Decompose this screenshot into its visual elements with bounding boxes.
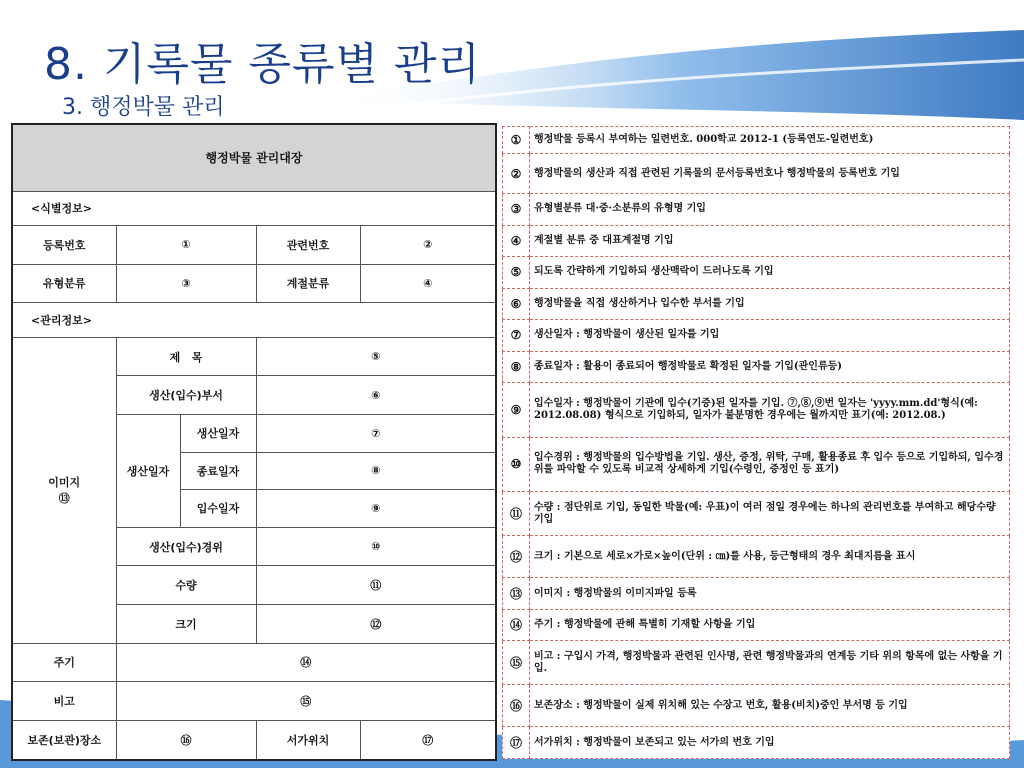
section-mgmt-info: <관리정보> (12, 303, 496, 338)
image-number: ⑬ (58, 492, 70, 506)
remark-label: 비고 (12, 682, 116, 721)
rel-no-label: 관련번호 (256, 226, 360, 265)
desc-row (503, 225, 1010, 256)
desc-num: ⑩ (503, 437, 530, 492)
desc-num: ② (503, 154, 530, 194)
desc-row (503, 578, 1010, 609)
desc-num: ① (503, 127, 530, 154)
image-cell (12, 337, 116, 643)
dept-label: 생산(입수)부서 (116, 376, 256, 415)
desc-num: ④ (503, 225, 530, 256)
desc-num: ⑰ (503, 727, 530, 759)
desc-text: 비고 : 구입시 가격, 행정박물과 관련된 인사명, 관련 행정박물과의 연계등 기타 위의 항목에 없는 사항을 기입. (530, 641, 1010, 685)
acq-date-label: 입수일자 (180, 490, 256, 528)
route-label: 생산(입수)경위 (116, 527, 256, 566)
desc-row (503, 257, 1010, 288)
prod-date-group-label: 생산일자 (116, 414, 180, 527)
qty-value: ⑪ (256, 566, 496, 605)
desc-row (503, 492, 1010, 536)
type-label: 유형분류 (12, 264, 116, 303)
desc-row (503, 609, 1010, 640)
desc-text: 서가위치 : 행정박물이 보존되고 있는 서가의 번호 기입 (530, 727, 1010, 759)
note-value: ⑭ (116, 643, 496, 682)
desc-num: ⑥ (503, 288, 530, 319)
storage-value: ⑯ (116, 720, 256, 760)
desc-row (503, 154, 1010, 194)
desc-text: 이미지 : 행정박물의 이미지파일 등록 (530, 578, 1010, 609)
desc-row (503, 727, 1010, 759)
qty-label: 수량 (116, 566, 256, 605)
desc-row (503, 437, 1010, 492)
reg-no-value: ① (116, 226, 256, 265)
desc-row (503, 320, 1010, 351)
desc-row (503, 351, 1010, 382)
desc-row (503, 194, 1010, 225)
desc-text: 생산일자 : 행정박물이 생산된 일자를 기입 (530, 320, 1010, 351)
desc-num: ⑤ (503, 257, 530, 288)
dept-value: ⑥ (256, 376, 496, 415)
desc-num: ⑪ (503, 492, 530, 536)
storage-label: 보존(보관)장소 (12, 720, 116, 760)
register-header: 행정박물 관리대장 (12, 124, 496, 191)
end-date-label: 종료일자 (180, 452, 256, 490)
acq-date-value: ⑨ (256, 490, 496, 528)
desc-num: ⑧ (503, 351, 530, 382)
desc-text: 종료일자 : 활용이 종료되어 행정박물로 확정된 일자를 기입(관인류등) (530, 351, 1010, 382)
desc-row (503, 383, 1010, 438)
type-value: ③ (116, 264, 256, 303)
desc-text: 행정박물 등록시 부여하는 일련번호. 000학교 2012-1 (등록연도-일련번호) (530, 127, 1010, 154)
size-label: 크기 (116, 604, 256, 643)
desc-text: 주기 : 행정박물에 관해 특별히 기재할 사항을 기입 (530, 609, 1010, 640)
desc-num: ⑦ (503, 320, 530, 351)
desc-num: ⑬ (503, 578, 530, 609)
desc-num: ⑮ (503, 641, 530, 685)
size-value: ⑫ (256, 604, 496, 643)
note-label: 주기 (12, 643, 116, 682)
route-value: ⑩ (256, 527, 496, 566)
page-title: 8. 기록물 종류별 관리 (44, 39, 481, 90)
subject-label: 제 목 (116, 337, 256, 376)
section-id-info: <식별정보> (12, 191, 496, 226)
desc-text: 유형별분류 대·중·소분류의 유형명 기입 (530, 194, 1010, 225)
desc-text: 행정박물의 생산과 직접 관련된 기록물의 문서등록번호나 행정박물의 등록번호 기입 (530, 154, 1010, 194)
desc-num: ⑫ (503, 536, 530, 578)
remark-value: ⑮ (116, 682, 496, 721)
end-date-value: ⑧ (256, 452, 496, 490)
desc-text: 입수경위 : 행정박물의 입수방법을 기입. 생산, 증정, 위탁, 구매, 활용종료 후 입수 등으로 기입하되, 입수경위를 파악할 수 있도록 비교적 상세하게 기입(수령인, 증정인 등 표기) (530, 437, 1010, 492)
shelf-value: ⑰ (360, 720, 496, 760)
desc-row (503, 536, 1010, 578)
prod-date-label: 생산일자 (180, 414, 256, 452)
desc-row (503, 127, 1010, 154)
desc-text: 행정박물을 직접 생산하거나 입수한 부서를 기입 (530, 288, 1010, 319)
page-subtitle: 3. 행정박물 관리 (62, 95, 225, 120)
desc-text: 계절별 분류 중 대표계절명 기입 (530, 225, 1010, 256)
rel-no-value: ② (360, 226, 496, 265)
desc-row (503, 288, 1010, 319)
desc-num: ⑯ (503, 685, 530, 727)
image-label: 이미지 (48, 476, 81, 490)
desc-num: ⑭ (503, 609, 530, 640)
desc-num: ⑨ (503, 383, 530, 438)
prod-date-value: ⑦ (256, 414, 496, 452)
shelf-label: 서가위치 (256, 720, 360, 760)
subject-value: ⑤ (256, 337, 496, 376)
desc-text: 보존장소 : 행정박물이 실제 위치해 있는 수장고 번호, 활용(비치)중인 부서명 등 기입 (530, 685, 1010, 727)
desc-row (503, 685, 1010, 727)
desc-row (503, 641, 1010, 685)
desc-text: 되도록 간략하게 기입하되 생산맥락이 드러나도록 기입 (530, 257, 1010, 288)
desc-text: 수량 : 점단위로 기입, 동일한 박물(예: 우표)이 여러 점일 경우에는 하나의 관리번호를 부여하고 해당수량 기입 (530, 492, 1010, 536)
class-value: ④ (360, 264, 496, 303)
desc-num: ③ (503, 194, 530, 225)
register-table (11, 123, 497, 761)
description-table (502, 126, 1010, 759)
desc-text: 입수일자 : 행정박물이 기관에 입수(기증)된 일자를 기입. ⑦,⑧,⑨번 일자는 'yyyy.mm.dd'형식(예: 2012.08.08) 형식으로 기입하되, 일자가 불분명한 경우에는 월까지만 표기(예: 2012.08.) (530, 383, 1010, 438)
desc-text: 크기 : 기본으로 세로×가로×높이(단위 : ㎝)를 사용, 등근형태의 경우 최대지름을 표시 (530, 536, 1010, 578)
class-label: 계절분류 (256, 264, 360, 303)
reg-no-label: 등록번호 (12, 226, 116, 265)
